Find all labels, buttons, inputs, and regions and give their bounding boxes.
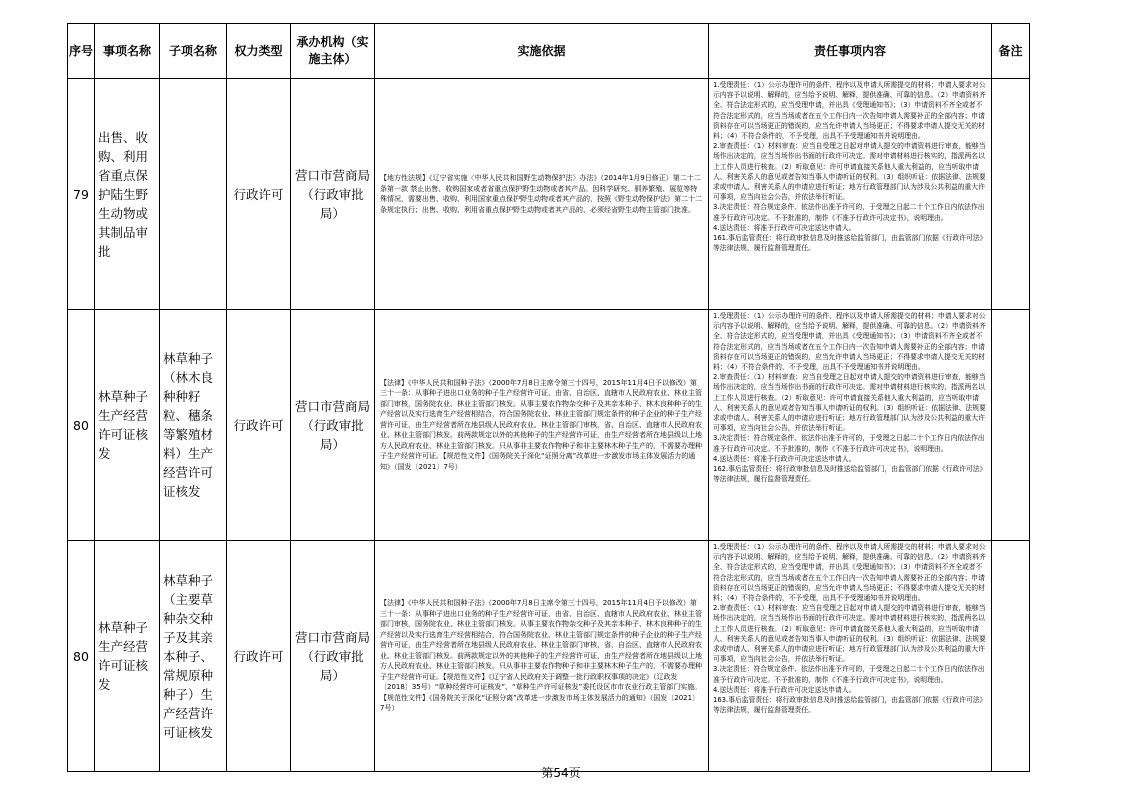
header-remark: 备注 — [992, 24, 1030, 79]
row-remark — [992, 310, 1030, 541]
table-row — [68, 79, 1030, 310]
resp-review: 2.审查责任：（1）材料审查：应当自受理之日起对申请人提交的申请资料进行审查，能够当场作出决定的，应当当场作出书面的行政许可决定。需对申请材料进行核实的，指派两名以上工作人员进行核查。（2）听取意见：许可申请直接关系他人重大利益的，应当听取申请人、利害关系人的意见或者告知当事人申请听证的权利。（3）组织听证：依据法律、法规要求或申请人、利害关系人的申请应进行听证；地方行政管理部门认为涉及公共利益的重大许可事项，应当向社会公告，并依法举行听证。 — [713, 604, 986, 664]
row-basis: 【法律】《中华人民共和国种子法》（2000年7月8日主席令第三十四号，2015年11月4日予以修改）第三十一条：从事种子进出口业务的种子生产经营许可证，由省、自治区、直辖市人民政府农业、林业主管部门审核，国务院农业、林业主管部门核发。从事主要农作物杂交种子及其亲本种子、林木良种种子的生产经营以及实行选育生产经营相结合，符合国务院农业、林业主管部门规定条件的种子企业的种子生产经营许可证，由生产经营者所在地县级人民政府农业、林业主管部门审核，省、自治区、直辖市人民政府农业、林业主管部门核发。前两款规定以外的其他种子的生产经营许可证，由生产经营者所在地县级以上地方人民政府农业、林业主管部门核发。只从事非主要农作物种子和非主要林木种子生产的，不需要办理种子生产经营许可证。【规范性文件】《国务院关于深化“证照分离”改革进一步激发市场主体发展活力的通知》（国发〔2021〕7号） — [375, 310, 709, 541]
row-item-name: 林草种子生产经营许可证核发 — [95, 541, 160, 772]
row-power-type: 行政许可 — [227, 541, 291, 772]
table-row — [68, 310, 1030, 541]
header-power-type: 权力类型 — [227, 24, 291, 79]
table-header-row — [68, 24, 1030, 79]
row-basis: 【法律】《中华人民共和国种子法》（2000年7月8日主席令第三十四号，2015年11月4日予以修改）第三十一条：从事种子进出口业务的种子生产经营许可证，由省、自治区、直辖市人民政府农业、林业主管部门审核，国务院农业、林业主管部门核发。从事主要农作物杂交种子及其亲本种子、林木良种种子的生产经营以及实行选育生产经营相结合，符合国务院农业、林业主管部门规定条件的种子企业的种子生产经营许可证，由生产经营者所在地县级人民政府农业、林业主管部门审核，省、自治区、直辖市人民政府农业、林业主管部门核发。前两款规定以外的其他种子的生产经营许可证，由生产经营者所在地县级以上地方人民政府农业、林业主管部门核发。只从事非主要农作物种子和非主要林木种子生产的，不需要办理种子生产经营许可证。【规范性文件】《辽宁省人民政府关于调整一批行政职权事项的决定》（辽政发〔2018〕35号）“草种经营许可证核发”、“草种生产许可证核发”委托设区市市农业行政主管部门实施。【规范性文件】《国务院关于深化“证照分离”改革进一步激发市场主体发展活力的通知》（国发〔2021〕7号） — [375, 541, 709, 772]
row-responsibility — [709, 541, 992, 772]
row-seq: 79 — [68, 79, 95, 310]
row-responsibility — [709, 79, 992, 310]
resp-deliver: 4.送达责任：将准予行政许可决定送达申请人。 — [713, 223, 856, 232]
row-agency: 营口市营商局（行政审批局） — [291, 79, 375, 310]
row-remark — [992, 79, 1030, 310]
resp-deliver: 4.送达责任：将准予行政许可决定送达申请人。 — [713, 685, 856, 694]
header-responsibility: 责任事项内容 — [709, 24, 992, 79]
row-agency: 营口市营商局（行政审批局） — [291, 310, 375, 541]
resp-accept: 1.受理责任：（1）公示办理许可的条件、程序以及申请人所需提交的材料；申请人要求对公示内容予以说明、解释的，应当给予说明、解释，提供准确、可靠的信息。（2）申请资料齐全、符合法定形式的，应当受理申请，并出具《受理通知书》；（3）申请资料不齐全或者不符合法定形式的，应当当场或者在五个工作日内一次告知申请人需要补正的全部内容；申请资料存在可以当场更正的错误的，应当允许申请人当场更正；不得要求申请人提交无关的材料；（4）不符合条件的，不予受理，出具不予受理通知书并说明理由。 — [713, 312, 986, 372]
row-agency: 营口市营商局（行政审批局） — [291, 541, 375, 772]
row-sub-name — [160, 79, 227, 310]
page-number: 第54页 — [541, 766, 581, 780]
resp-supervise: 163.事后监管责任：将行政审批信息及时推送给监管部门，由监管部门依据《行政许可法》等法律法规，履行监督管理责任。 — [713, 696, 987, 715]
row-power-type: 行政许可 — [227, 79, 291, 310]
table-row — [68, 541, 1030, 772]
row-seq: 80 — [68, 310, 95, 541]
row-sub-name: 林草种子（林木良种种籽粒、穗条等繁殖材料）生产经营许可证核发 — [160, 310, 227, 541]
header-sub-name: 子项名称 — [160, 24, 227, 79]
header-basis: 实施依据 — [375, 24, 709, 79]
row-item-name: 林草种子生产经营许可证核发 — [95, 310, 160, 541]
resp-accept: 1.受理责任：（1）公示办理许可的条件、程序以及申请人所需提交的材料；申请人要求对公示内容予以说明、解释的，应当给予说明、解释，提供准确、可靠的信息。（2）申请资料齐全、符合法定形式的，应当受理申请，并出具《受理通知书》；（3）申请资料不齐全或者不符合法定形式的，应当当场或者在五个工作日内一次告知申请人需要补正的全部内容；申请资料存在可以当场更正的错误的，应当允许申请人当场更正；不得要求申请人提交无关的材料；（4）不符合条件的，不予受理，出具不予受理通知书并说明理由。 — [713, 81, 986, 141]
row-sub-name: 林草种子（主要草种杂交种子及其亲本种子、常规原种种子）生产经营许可证核发 — [160, 541, 227, 772]
resp-decide: 3.决定责任：符合规定条件、依法作出准予许可的，于受理之日起二十个工作日内依法作出准予行政许可决定。不予批准的，制作《不准予行政许可决定书》，说明理由。 — [713, 203, 985, 222]
row-seq: 80 — [68, 541, 95, 772]
row-remark — [992, 541, 1030, 772]
row-power-type: 行政许可 — [227, 310, 291, 541]
resp-supervise: 161.事后监管责任：将行政审批信息及时推送给监管部门，由监管部门依据《行政许可法》等法律法规，履行监督管理责任。 — [713, 234, 987, 253]
resp-deliver: 4.送达责任：将准予行政许可决定送达申请人。 — [713, 454, 856, 463]
row-responsibility — [709, 310, 992, 541]
header-agency: 承办机构（实施主体） — [291, 24, 375, 79]
header-seq: 序号 — [68, 24, 95, 79]
row-basis: 【地方性法规】《辽宁省实施〈中华人民共和国野生动物保护法〉办法》（2014年1月9日修正）第二十二条第一款 禁止出售、收购国家或者省重点保护野生动物或者其产品。因科学研究、驯养繁殖、展览等特殊情况，需要出售、收购、利用国家重点保护野生动物或者其产品的，按照《野生动物保护法》第二十二条规定执行；出售、收购、利用省重点保护野生动物或者其产品的，必须经省野生动物主管部门批准。 — [375, 79, 709, 310]
header-item-name: 事项名称 — [95, 24, 160, 79]
resp-accept: 1.受理责任：（1）公示办理许可的条件、程序以及申请人所需提交的材料；申请人要求对公示内容予以说明、解释的，应当给予说明、解释，提供准确、可靠的信息。（2）申请资料齐全、符合法定形式的，应当受理申请，并出具《受理通知书》；（3）申请资料不齐全或者不符合法定形式的，应当当场或者在五个工作日内一次告知申请人需要补正的全部内容；申请资料存在可以当场更正的错误的，应当允许申请人当场更正；不得要求申请人提交无关的材料；（4）不符合条件的，不予受理，出具不予受理通知书并说明理由。 — [713, 543, 986, 603]
responsibility-table — [67, 23, 1030, 772]
resp-decide: 3.决定责任：符合规定条件、依法作出准予许可的，于受理之日起二十个工作日内依法作出准予行政许可决定。不予批准的，制作《不准予行政许可决定书》，说明理由。 — [713, 665, 985, 684]
row-item-name: 出售、收购、利用省重点保护陆生野生动物或其制品审批 — [95, 79, 160, 310]
resp-decide: 3.决定责任：符合规定条件、依法作出准予许可的，于受理之日起二十个工作日内依法作出准予行政许可决定。不予批准的，制作《不准予行政许可决定书》，说明理由。 — [713, 434, 985, 453]
resp-review: 2.审查责任：（1）材料审查：应当自受理之日起对申请人提交的申请资料进行审查，能够当场作出决定的，应当当场作出书面的行政许可决定。需对申请材料进行核实的，指派两名以上工作人员进行核查。（2）听取意见：许可申请直接关系他人重大利益的，应当听取申请人、利害关系人的意见或者告知当事人申请听证的权利。（3）组织听证：依据法律、法规要求或申请人、利害关系人的申请应进行听证；地方行政管理部门认为涉及公共利益的重大许可事项，应当向社会公告，并依法举行听证。 — [713, 142, 986, 202]
resp-review: 2.审查责任：（1）材料审查：应当自受理之日起对申请人提交的申请资料进行审查，能够当场作出决定的，应当当场作出书面的行政许可决定。需对申请材料进行核实的，指派两名以上工作人员进行核查。（2）听取意见：许可申请直接关系他人重大利益的，应当听取申请人、利害关系人的意见或者告知当事人申请听证的权利。（3）组织听证：依据法律、法规要求或申请人、利害关系人的申请应进行听证；地方行政管理部门认为涉及公共利益的重大许可事项，应当向社会公告，并依法举行听证。 — [713, 373, 986, 433]
resp-supervise: 162.事后监管责任：将行政审批信息及时推送给监管部门，由监管部门依据《行政许可法》等法律法规，履行监督管理责任。 — [713, 465, 987, 484]
